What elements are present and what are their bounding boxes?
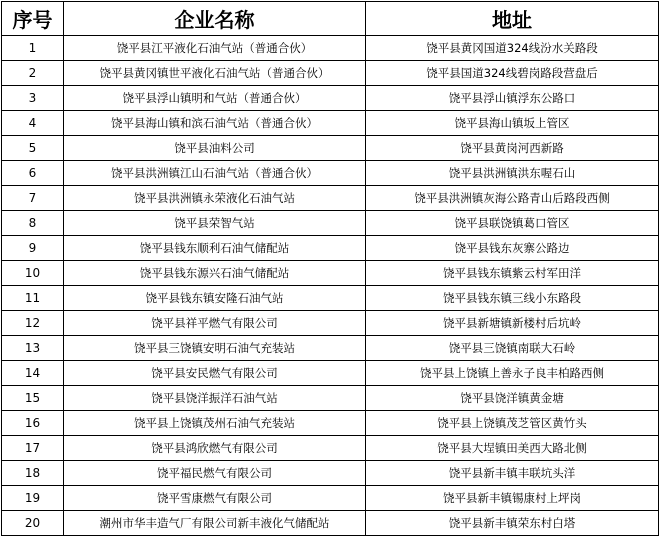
address-cell: 饶平县浮山镇浮东公路口 [366,86,659,111]
serial-number-cell: 8 [2,211,64,236]
enterprise-name-cell: 饶平县鸿欣燃气有限公司 [64,436,366,461]
address-cell: 饶平县黄冈国道324线汾水关路段 [366,36,659,61]
table-row [2,211,659,236]
enterprise-name-cell: 饶平县荣智气站 [64,211,366,236]
enterprise-name-cell: 饶平县祥平燃气有限公司 [64,311,366,336]
enterprise-name-cell: 饶平县安民燃气有限公司 [64,361,366,386]
table-row [2,161,659,186]
address-cell: 饶平县上饶镇茂芝管区黄竹头 [366,411,659,436]
serial-number-cell: 11 [2,286,64,311]
address-cell: 饶平县钱东镇紫云村军田洋 [366,261,659,286]
table-row [2,136,659,161]
enterprise-table [1,1,659,536]
table-row [2,311,659,336]
address-cell: 饶平县新丰镇锡康村上坪岗 [366,486,659,511]
serial-number-cell: 15 [2,386,64,411]
address-cell: 饶平县联饶镇葛口管区 [366,211,659,236]
address-cell: 饶平县新塘镇新楼村后坑岭 [366,311,659,336]
address-cell: 饶平县海山镇坂上管区 [366,111,659,136]
table-row [2,86,659,111]
serial-number-cell: 1 [2,36,64,61]
enterprise-name-cell: 饶平县海山镇和滨石油气站（普通合伙） [64,111,366,136]
serial-number-cell: 7 [2,186,64,211]
serial-number-cell: 13 [2,336,64,361]
serial-number-cell: 2 [2,61,64,86]
header-enterprise-name: 企业名称 [64,2,366,36]
enterprise-name-cell: 饶平县上饶镇茂州石油气充装站 [64,411,366,436]
table-row [2,411,659,436]
table-row [2,111,659,136]
enterprise-name-cell: 饶平县黄冈镇世平液化石油气站（普通合伙） [64,61,366,86]
address-cell: 饶平县洪洲镇洪东喔石山 [366,161,659,186]
enterprise-name-cell: 饶平县江平液化石油气站（普通合伙） [64,36,366,61]
address-cell: 饶平县钱东灰寨公路边 [366,236,659,261]
enterprise-name-cell: 饶平县钱东顺利石油气储配站 [64,236,366,261]
serial-number-cell: 17 [2,436,64,461]
address-cell: 饶平县国道324线碧岗路段营盘后 [366,61,659,86]
address-cell: 饶平县三饶镇南联大石岭 [366,336,659,361]
serial-number-cell: 5 [2,136,64,161]
enterprise-name-cell: 饶平县油料公司 [64,136,366,161]
serial-number-cell: 12 [2,311,64,336]
address-cell: 饶平县新丰镇丰联坑头洋 [366,461,659,486]
table-row [2,511,659,536]
enterprise-name-cell: 饶平福民燃气有限公司 [64,461,366,486]
serial-number-cell: 19 [2,486,64,511]
enterprise-name-cell: 潮州市华丰造气厂有限公司新丰液化气储配站 [64,511,366,536]
enterprise-name-cell: 饶平县洪洲镇永荣液化石油气站 [64,186,366,211]
table-body [2,36,659,536]
enterprise-name-cell: 饶平县钱东镇安隆石油气站 [64,286,366,311]
serial-number-cell: 20 [2,511,64,536]
address-cell: 饶平县黄岗河西新路 [366,136,659,161]
address-cell: 饶平县饶洋镇黄金塘 [366,386,659,411]
serial-number-cell: 16 [2,411,64,436]
table-row [2,436,659,461]
serial-number-cell: 9 [2,236,64,261]
address-cell: 饶平县洪洲镇灰海公路青山后路段西侧 [366,186,659,211]
table-row [2,261,659,286]
table-row [2,286,659,311]
enterprise-name-cell: 饶平县浮山镇明和气站（普通合伙） [64,86,366,111]
header-address: 地址 [366,2,659,36]
address-cell: 饶平县大埕镇田美西大路北侧 [366,436,659,461]
table-row [2,36,659,61]
table-row [2,61,659,86]
table-row [2,461,659,486]
table-row [2,361,659,386]
header-row [2,2,659,36]
serial-number-cell: 10 [2,261,64,286]
enterprise-name-cell: 饶平县钱东源兴石油气储配站 [64,261,366,286]
serial-number-cell: 4 [2,111,64,136]
table-row [2,236,659,261]
enterprise-name-cell: 饶平县饶洋振洋石油气站 [64,386,366,411]
address-cell: 饶平县新丰镇荣东村白塔 [366,511,659,536]
enterprise-name-cell: 饶平县三饶镇安明石油气充装站 [64,336,366,361]
serial-number-cell: 3 [2,86,64,111]
serial-number-cell: 18 [2,461,64,486]
serial-number-cell: 6 [2,161,64,186]
table-row [2,486,659,511]
table-row [2,186,659,211]
table-row [2,386,659,411]
enterprise-name-cell: 饶平雪康燃气有限公司 [64,486,366,511]
header-serial-number: 序号 [2,2,64,36]
address-cell: 饶平县钱东镇三线小东路段 [366,286,659,311]
address-cell: 饶平县上饶镇上善永子良丰柏路西侧 [366,361,659,386]
enterprise-name-cell: 饶平县洪洲镇江山石油气站（普通合伙） [64,161,366,186]
serial-number-cell: 14 [2,361,64,386]
table-row [2,336,659,361]
